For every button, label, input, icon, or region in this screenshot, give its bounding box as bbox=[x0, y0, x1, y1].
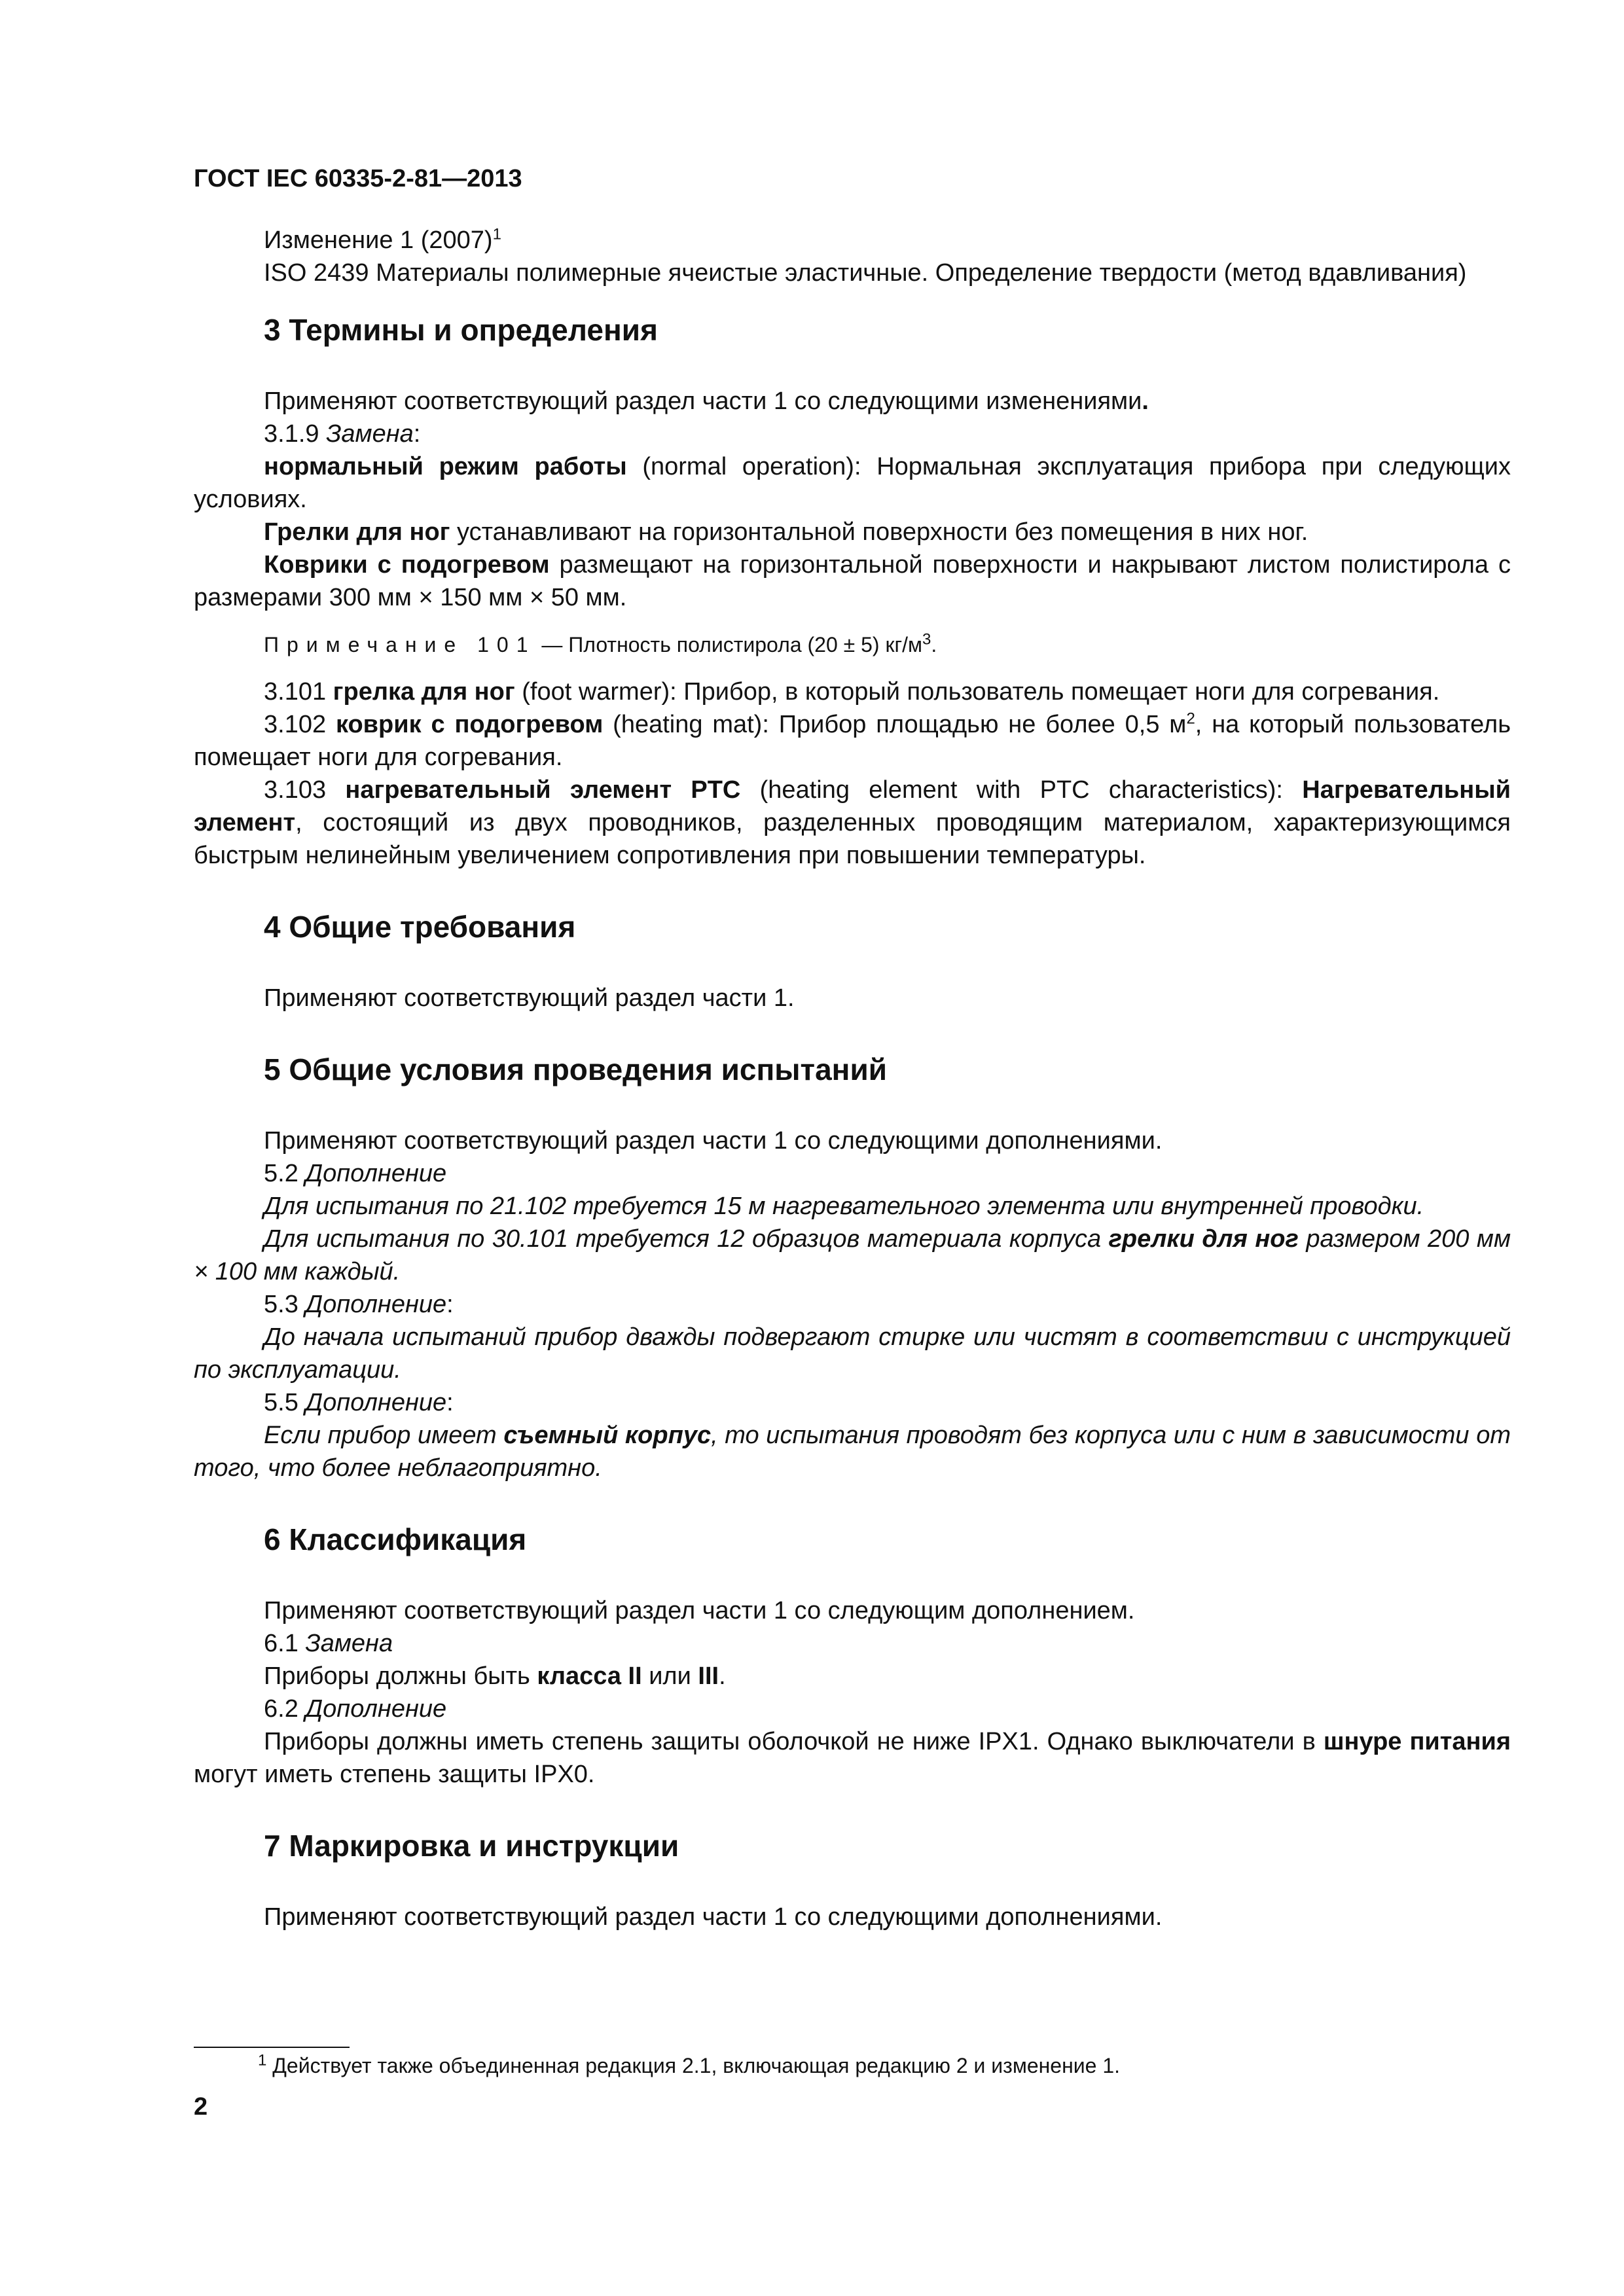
amendment-text: Изменение 1 (2007) bbox=[264, 226, 493, 254]
clause-text: Для испытания по 30.101 требуется 12 образцов материала корпуса bbox=[264, 1225, 1109, 1253]
clause-text-continued: могут иметь степень защиты IPX0. bbox=[194, 1761, 595, 1788]
section-4-text: Применяют соответствующий раздел части 1. bbox=[264, 984, 795, 1012]
definition-text: (foot warmer): Прибор, в который пользователь помещает ноги для согревания. bbox=[514, 678, 1440, 706]
clause-colon: : bbox=[446, 1389, 454, 1416]
defined-term: грелка для ног bbox=[333, 678, 515, 706]
clause-colon: : bbox=[413, 420, 421, 448]
class-ii-term: класса II bbox=[537, 1662, 642, 1690]
iso-reference: ISO 2439 Материалы полимерные ячеистые эластичные. Определение твердости (метод вдавливания) bbox=[264, 259, 1467, 287]
clause-6-1 bbox=[194, 1627, 1511, 1660]
clause-text-or: или bbox=[641, 1662, 698, 1690]
clause-number: 3.1.9 bbox=[264, 420, 327, 448]
footnote-ref: 1 bbox=[492, 225, 501, 243]
clause-label: Замена bbox=[326, 420, 414, 448]
clause-text: Для испытания по 21.102 требуется 15 м нагревательного элемента или внутренней проводки. bbox=[264, 1193, 1424, 1220]
clause-5-5-text bbox=[194, 1419, 1511, 1484]
clause-text-end: . bbox=[719, 1662, 726, 1690]
clause-text-continued: , то испытания проводят без корпуса или с ним в зависимости от того, что более неблагоприятно. bbox=[194, 1422, 1511, 1482]
clause-5-2 bbox=[194, 1157, 1511, 1190]
section-4-heading: 4 Общие требования bbox=[264, 910, 576, 944]
amendment-line bbox=[194, 224, 1511, 257]
clause-text: Приборы должны быть bbox=[264, 1662, 537, 1690]
clause-number: 3.103 bbox=[264, 776, 346, 804]
definition-normal-operation bbox=[194, 450, 1511, 516]
clause-number: 6.1 bbox=[264, 1630, 306, 1657]
clause-label: Замена bbox=[305, 1630, 393, 1657]
footnote bbox=[258, 2051, 1121, 2078]
unit-superscript: 2 bbox=[1186, 709, 1195, 728]
page-number: 2 bbox=[194, 2093, 208, 2121]
defined-term: Грелки для ног bbox=[264, 518, 450, 546]
note-101 bbox=[264, 628, 1511, 661]
note-superscript: 3 bbox=[922, 630, 931, 649]
definition-text: (heating mat): Прибор площадью не более 0,5 м bbox=[603, 711, 1187, 738]
defined-term: грелки для ног bbox=[1108, 1225, 1299, 1253]
defined-term: нагревательный элемент PTC bbox=[345, 776, 741, 804]
definition-3-103 bbox=[194, 774, 1511, 872]
clause-number: 5.5 bbox=[264, 1389, 306, 1416]
clause-text: Приборы должны иметь степень защиты оболочкой не ниже IPX1. Однако выключатели в bbox=[264, 1728, 1324, 1755]
clause-5-3 bbox=[194, 1288, 1511, 1321]
document-body bbox=[194, 224, 1511, 1933]
definition-3-101 bbox=[194, 675, 1511, 708]
section-7-intro: Применяют соответствующий раздел части 1 со следующими дополнениями. bbox=[264, 1903, 1163, 1931]
definition-text-continued: , на который пользователь помещает ноги для согревания. bbox=[194, 711, 1511, 771]
paragraph-text: размещают на горизонтальной поверхности и накрывают листом полистирола с размерами 300 мм × 150 мм × 50 мм. bbox=[194, 551, 1511, 611]
note-label: Примечание 101 bbox=[264, 633, 536, 656]
clause-6-2-text bbox=[194, 1725, 1511, 1791]
clause-number: 5.2 bbox=[264, 1160, 306, 1187]
defined-term: съемный корпус bbox=[503, 1422, 712, 1449]
paragraph-foot-warmers bbox=[194, 516, 1511, 548]
clause-5-2-text-2 bbox=[194, 1223, 1511, 1288]
clause-5-3-text bbox=[194, 1321, 1511, 1386]
clause-6-2 bbox=[194, 1693, 1511, 1725]
clause-number: 3.101 bbox=[264, 678, 333, 706]
section-3-intro-text: Применяют соответствующий раздел части 1 со следующими изменениями bbox=[264, 387, 1142, 415]
clause-number: 5.3 bbox=[264, 1291, 306, 1318]
defined-term-secondary: Нагревательный элемент bbox=[194, 776, 1511, 836]
defined-term: Коврики с подогревом bbox=[264, 551, 550, 579]
clause-label: Дополнение bbox=[305, 1695, 447, 1723]
definition-text-continued: , состоящий из двух проводников, разделенных проводящим материалом, характеризующимся быстрым нелинейным увеличением сопротивления при повышении температуры. bbox=[194, 809, 1511, 869]
clause-text: Если прибор имеет bbox=[264, 1422, 504, 1449]
defined-term: коврик с подогревом bbox=[335, 711, 604, 738]
defined-term: шнуре питания bbox=[1323, 1728, 1511, 1755]
footnote-mark: 1 bbox=[258, 2051, 267, 2070]
section-6-intro: Применяют соответствующий раздел части 1 со следующим дополнением. bbox=[264, 1597, 1135, 1624]
clause-label: Дополнение bbox=[305, 1160, 447, 1187]
definition-text: (normal operation): Нормальная эксплуатация прибора при следующих условиях. bbox=[194, 453, 1511, 513]
note-end: . bbox=[931, 633, 937, 656]
section-6-heading: 6 Классификация bbox=[264, 1522, 527, 1556]
section-3-intro bbox=[194, 385, 1511, 418]
defined-term: нормальный режим работы bbox=[264, 453, 627, 480]
clause-label: Дополнение bbox=[305, 1291, 447, 1318]
clause-colon: : bbox=[446, 1291, 454, 1318]
section-5-intro: Применяют соответствующий раздел части 1 со следующими дополнениями. bbox=[264, 1127, 1163, 1155]
section-5-heading: 5 Общие условия проведения испытаний bbox=[264, 1052, 888, 1086]
clause-6-1-text bbox=[194, 1660, 1511, 1693]
clause-5-2-text-1 bbox=[194, 1190, 1511, 1223]
section-3-intro-period: . bbox=[1142, 387, 1149, 415]
section-3-heading: 3 Термины и определения bbox=[264, 313, 658, 347]
definition-text: (heating element with PTC characteristics): bbox=[740, 776, 1303, 804]
footnote-divider bbox=[194, 2047, 350, 2048]
footnote-text: Действует также объединенная редакция 2.1, включающая редакцию 2 и изменение 1. bbox=[266, 2054, 1121, 2077]
paragraph-heating-mats bbox=[194, 548, 1511, 614]
clause-3-1-9 bbox=[194, 418, 1511, 450]
clause-text: До начала испытаний прибор дважды подвергают стирке или чистят в соответствии с инструкцией по эксплуатации. bbox=[194, 1323, 1511, 1384]
note-text: — Плотность полистирола (20 ± 5) кг/м bbox=[535, 633, 922, 656]
section-7-heading: 7 Маркировка и инструкции bbox=[264, 1829, 679, 1863]
clause-5-5 bbox=[194, 1386, 1511, 1419]
clause-text-continued: размером 200 мм × 100 мм каждый. bbox=[194, 1225, 1511, 1285]
definition-3-102 bbox=[194, 708, 1511, 774]
paragraph-text: устанавливают на горизонтальной поверхности без помещения в них ног. bbox=[450, 518, 1308, 546]
class-iii-term: III bbox=[698, 1662, 719, 1690]
clause-number: 6.2 bbox=[264, 1695, 306, 1723]
clause-label: Дополнение bbox=[305, 1389, 447, 1416]
document-header: ГОСТ IEC 60335-2-81—2013 bbox=[194, 165, 522, 192]
clause-number: 3.102 bbox=[264, 711, 336, 738]
